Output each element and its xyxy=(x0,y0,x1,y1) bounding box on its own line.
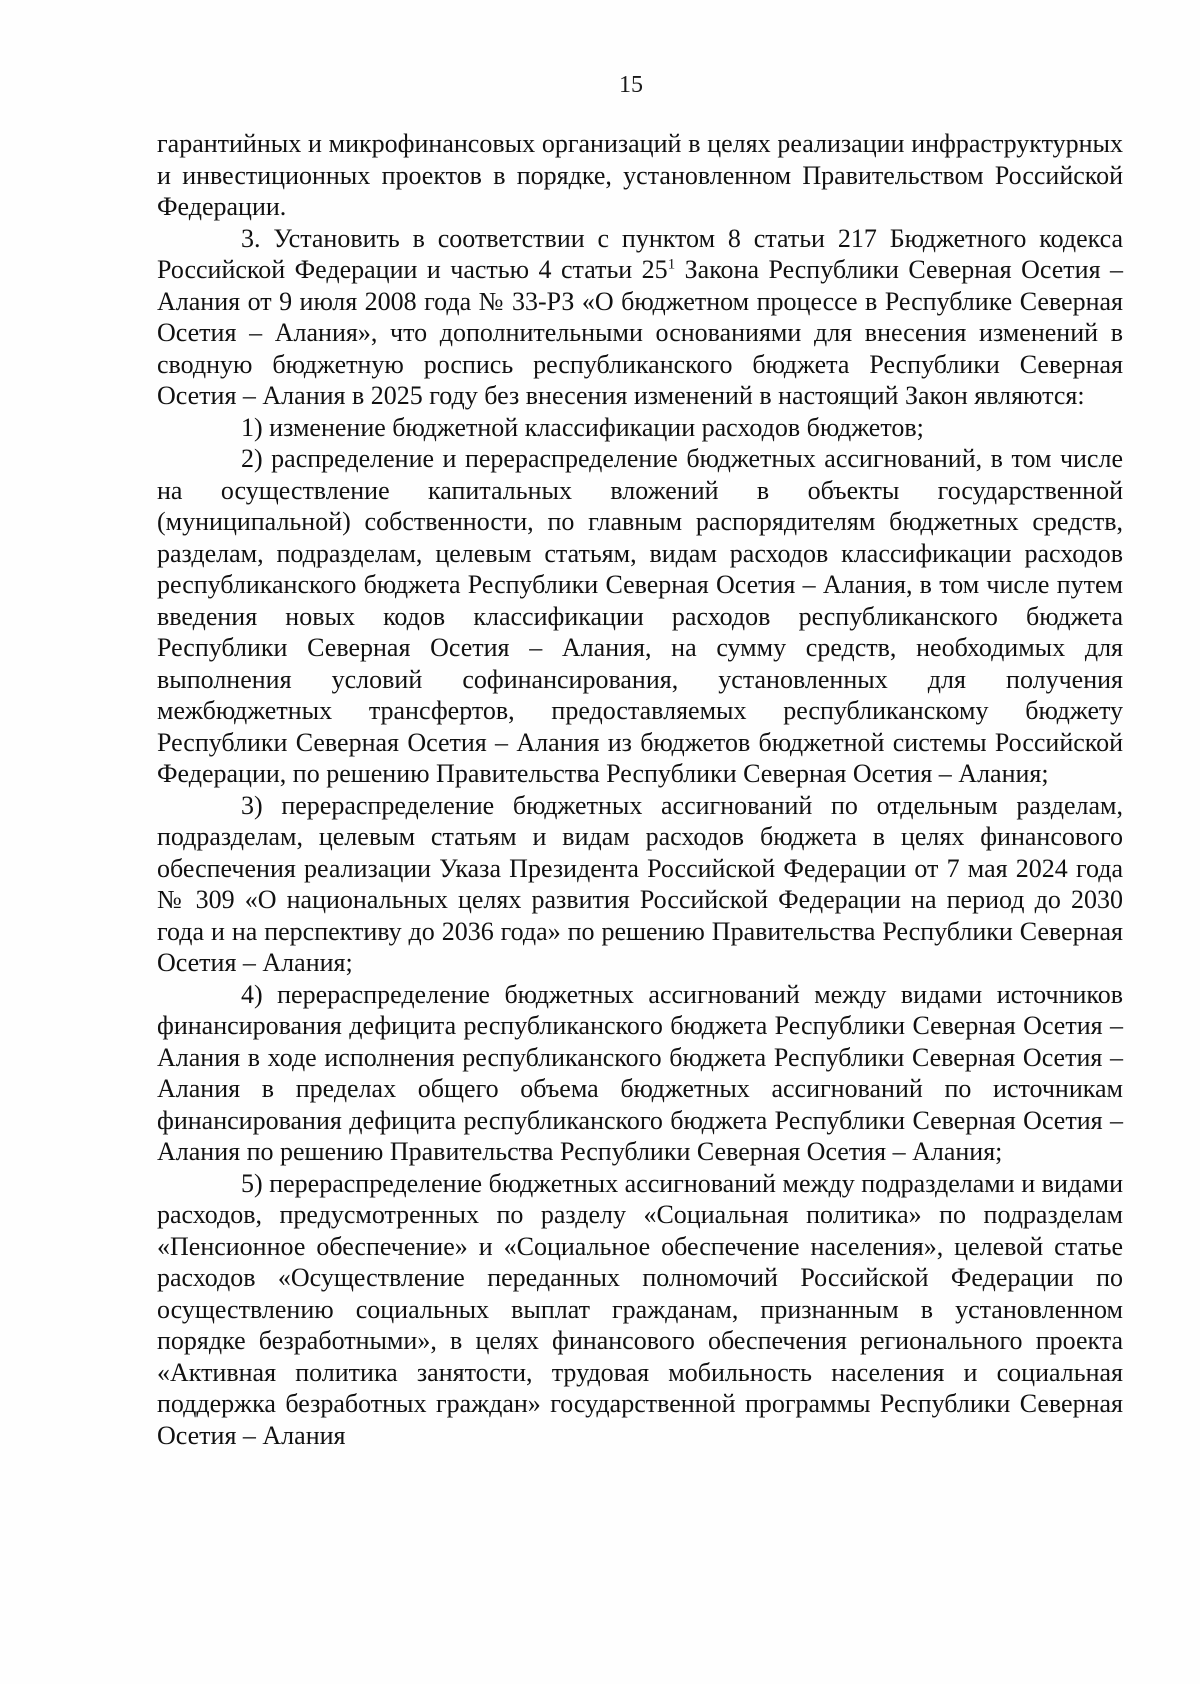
paragraph-item-3-text-end: Закона Республики Северная Осетия – Алания от 9 июля 2008 года № 33-РЗ «О бюджетном процессе в Республике Северная Осетия – Алания», что дополнительными основаниями для внесения изменений в сводную бюджетную роспись республиканского бюджета Республики Северная Осетия – Алания в 2025 году без внесения изменений в настоящий Закон являются: xyxy=(157,255,1123,410)
list-item-4: 4) перераспределение бюджетных ассигнований между видами источников финансирования дефицита республиканского бюджета Республики Северная Осетия – Алания в ходе исполнения республиканского бюджета Республики Северная Осетия – Алания в пределах общего объема бюджетных ассигнований по источникам финансирования дефицита республиканского бюджета Республики Северная Осетия – Алания по решению Правительства Республики Северная Осетия – Алания; xyxy=(157,979,1123,1166)
list-item-2: 2) распределение и перераспределение бюджетных ассигнований, в том числе на осуществление капитальных вложений в объекты государственной (муниципальной) собственности, по главным распорядителям бюджетных средств, разделам, подразделам, целевым статьям, видам расходов классификации расходов республиканского бюджета Республики Северная Осетия – Алания, в том числе путем введения новых кодов классификации расходов республиканского бюджета Республики Северная Осетия – Алания, на сумму средств, необходимых для выполнения условий софинансирования, установленных для получения межбюджетных трансфертов, предоставляемых республиканскому бюджету Республики Северная Осетия – Алания из бюджетов бюджетной системы Российской Федерации, по решению Правительства Республики Северная Осетия – Алания; xyxy=(157,444,1123,788)
paragraph-item-3-text-start: 3. Установить в соответствии с пунктом 8 статьи 217 Бюджетного кодекса Российской Федерации и частью 4 статьи 25 xyxy=(157,223,1123,284)
page-number: 15 xyxy=(619,72,643,98)
paragraph-item-3 xyxy=(157,223,1123,412)
list-item-3: 3) перераспределение бюджетных ассигнований по отдельным разделам, подразделам, целевым статьям и видам расходов бюджета в целях финансового обеспечения реализации Указа Президента Российской Федерации от 7 мая 2024 года № 309 «О национальных целях развития Российской Федерации на период до 2030 года и на перспективу до 2036 года» по решению Правительства Республики Северная Осетия – Алания; xyxy=(157,790,1123,977)
article-superscript: 1 xyxy=(667,256,676,273)
document-body xyxy=(157,128,1123,1451)
list-item-5: 5) перераспределение бюджетных ассигнований между подразделами и видами расходов, предусмотренных по разделу «Социальная политика» по подразделам «Пенсионное обеспечение» и «Социальное обеспечение населения», целевой статье расходов «Осуществление переданных полномочий Российской Федерации по осуществлению социальных выплат гражданам, признанным в установленном порядке безработными», в целях финансового обеспечения регионального проекта «Активная политика занятости, трудовая мобильность населения и социальная поддержка безработных граждан» государственной программы Республики Северная Осетия – Алания xyxy=(157,1168,1123,1450)
list-item-1: 1) изменение бюджетной классификации расходов бюджетов; xyxy=(241,412,924,442)
paragraph-continuation: гарантийных и микрофинансовых организаций в целях реализации инфраструктурных и инвестиционных проектов в порядке, установленном Правительством Российской Федерации. xyxy=(157,129,1123,221)
